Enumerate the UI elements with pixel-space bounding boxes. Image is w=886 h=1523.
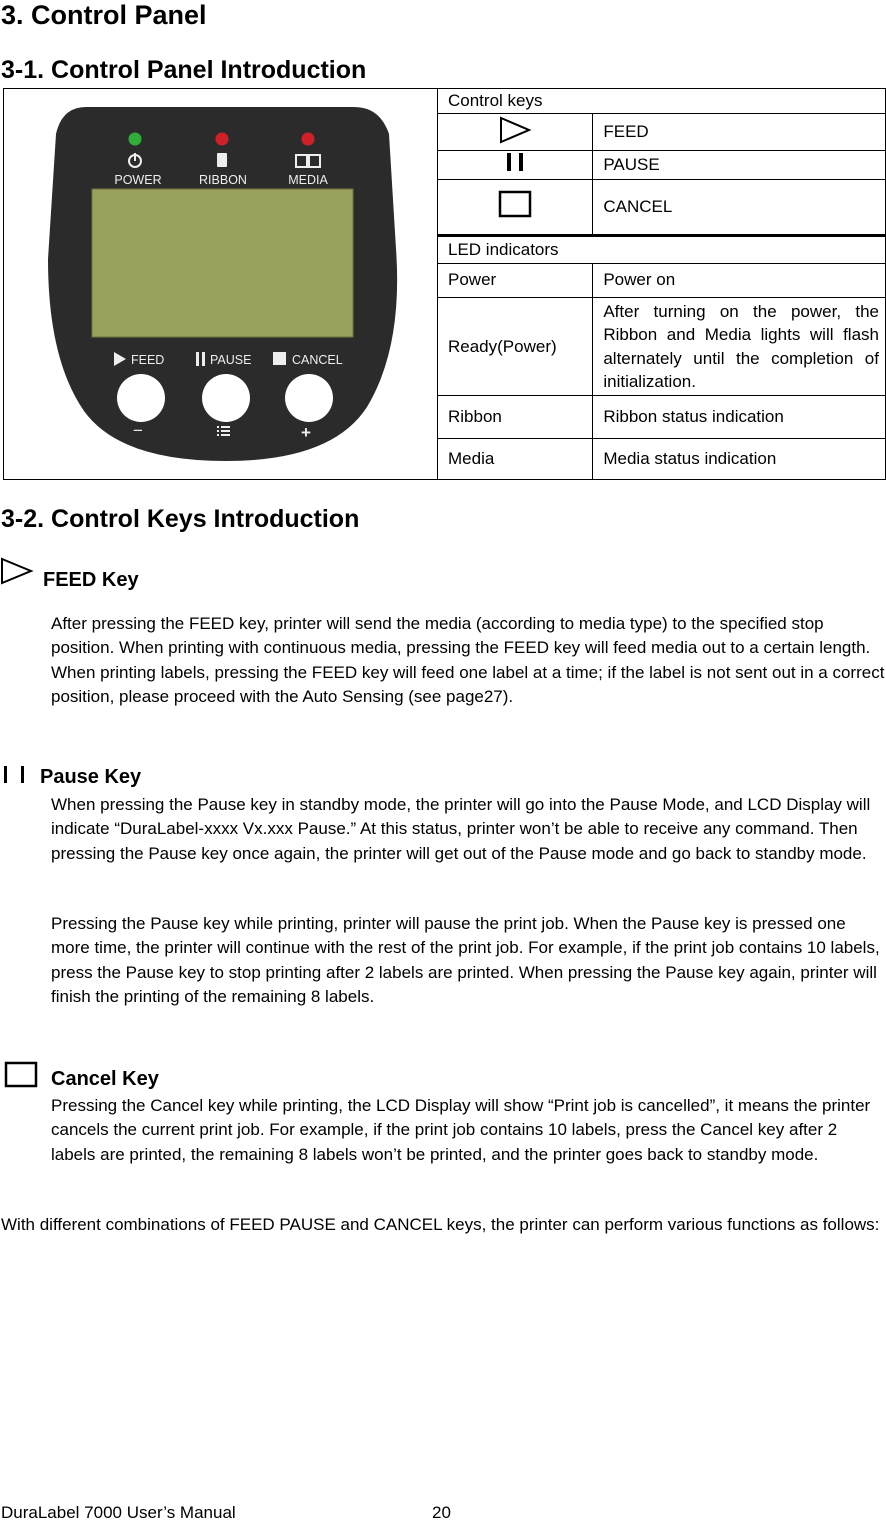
ribbon-label: RIBBON bbox=[199, 173, 247, 187]
minus-symbol: − bbox=[133, 421, 143, 440]
feed-key-title: FEED Key bbox=[43, 569, 139, 591]
cancel-key-body: Pressing the Cancel key while printing, the LCD Display will show “Print job is cancelled”, it means the printer cancels the current print job. For example, if the print job contains 10 labels, press the Cancel key after 2 labels are printed, the remaining 8 labels won’t be printed, and the printer goes back to standby mode. bbox=[51, 1096, 871, 1164]
cancel-icon bbox=[273, 352, 286, 365]
feed-button[interactable] bbox=[117, 374, 165, 422]
pause-key-label: PAUSE bbox=[210, 353, 252, 367]
play-outline-icon bbox=[498, 115, 532, 145]
pause-key-name: PAUSE bbox=[593, 151, 886, 180]
power-led bbox=[129, 133, 142, 146]
feed-symbol-cell bbox=[438, 114, 593, 151]
led-desc-power: Power on bbox=[593, 264, 886, 298]
feed-key-name: FEED bbox=[593, 114, 886, 151]
feed-heading-icon bbox=[0, 556, 34, 586]
pause-heading-icon bbox=[3, 765, 35, 785]
cancel-key-label: CANCEL bbox=[292, 353, 343, 367]
plus-symbol: + bbox=[301, 423, 311, 442]
section-title-keys: 3-2. Control Keys Introduction bbox=[1, 505, 360, 533]
lcd-display bbox=[92, 189, 353, 337]
cancel-heading-icon bbox=[4, 1061, 40, 1089]
panel-illustration-cell bbox=[4, 89, 438, 480]
pause-bars-icon bbox=[500, 151, 530, 173]
led-desc-media: Media status indication bbox=[593, 439, 886, 480]
section-title-intro: 3-1. Control Panel Introduction bbox=[1, 56, 367, 84]
pause-key-body-2: Pressing the Pause key while printing, printer will pause the print job. When the Pause key is pressed one more time, the printer will continue with the rest of the print job. For example, if the print job contains 10 labels, press the Pause key to stop printing after 2 labels are printed. When pressing the Pause key again, printer will finish the printing of the remaining 8 labels. bbox=[51, 914, 880, 1007]
chapter-title: 3. Control Panel bbox=[1, 0, 207, 30]
led-name-ribbon: Ribbon bbox=[438, 396, 593, 439]
power-label: POWER bbox=[114, 173, 162, 187]
pause-symbol-cell bbox=[438, 151, 593, 180]
feed-key-body: After pressing the FEED key, printer will send the media (according to media type) to the specified stop position. When printing with continuous media, pressing the FEED key will feed media out to a certain length. When printing labels, pressing the FEED key will feed one label at a time; if the label is not sent out in a correct position, please proceed with the Auto Sensing (see page27). bbox=[51, 614, 885, 707]
control-keys-header: Control keys bbox=[438, 89, 886, 114]
led-desc-ribbon: Ribbon status indication bbox=[593, 396, 886, 439]
footer-manual-title: DuraLabel 7000 User’s Manual bbox=[1, 1503, 236, 1522]
pause-key-title: Pause Key bbox=[40, 766, 142, 788]
led-name-ready: Ready(Power) bbox=[438, 297, 593, 396]
led-name-power: Power bbox=[438, 264, 593, 298]
led-indicators-header: LED indicators bbox=[438, 235, 886, 264]
cancel-key-title: Cancel Key bbox=[51, 1068, 159, 1090]
led-desc-ready: After turning on the power, the Ribbon and Media lights will flash alternately until the completion of initialization. bbox=[593, 297, 886, 396]
control-panel-illustration bbox=[4, 89, 437, 474]
pause-button[interactable] bbox=[202, 374, 250, 422]
control-panel-table bbox=[3, 88, 886, 480]
pause-key-body-1: When pressing the Pause key in standby mode, the printer will go into the Pause Mode, and LCD Display will indicate “DuraLabel-xxxx Vx.xxx Pause.” At this status, printer won’t be able to receive any command. Then pressing the Pause key once again, the printer will get out of the Pause mode and go back to standby mode. bbox=[51, 795, 871, 863]
ribbon-led bbox=[216, 133, 229, 146]
led-name-media: Media bbox=[438, 439, 593, 480]
media-label: MEDIA bbox=[288, 173, 328, 187]
ribbon-icon bbox=[217, 153, 227, 167]
menu-list-icon bbox=[217, 426, 230, 436]
footer-page-number: 20 bbox=[432, 1503, 451, 1522]
combinations-text: With different combinations of FEED PAUSE and CANCEL keys, the printer can perform various functions as follows: bbox=[1, 1215, 880, 1234]
cancel-symbol-cell bbox=[438, 179, 593, 235]
square-outline-icon bbox=[498, 190, 532, 218]
media-led bbox=[302, 133, 315, 146]
cancel-button[interactable] bbox=[285, 374, 333, 422]
cancel-key-name: CANCEL bbox=[593, 179, 886, 235]
feed-key-label: FEED bbox=[131, 353, 165, 367]
